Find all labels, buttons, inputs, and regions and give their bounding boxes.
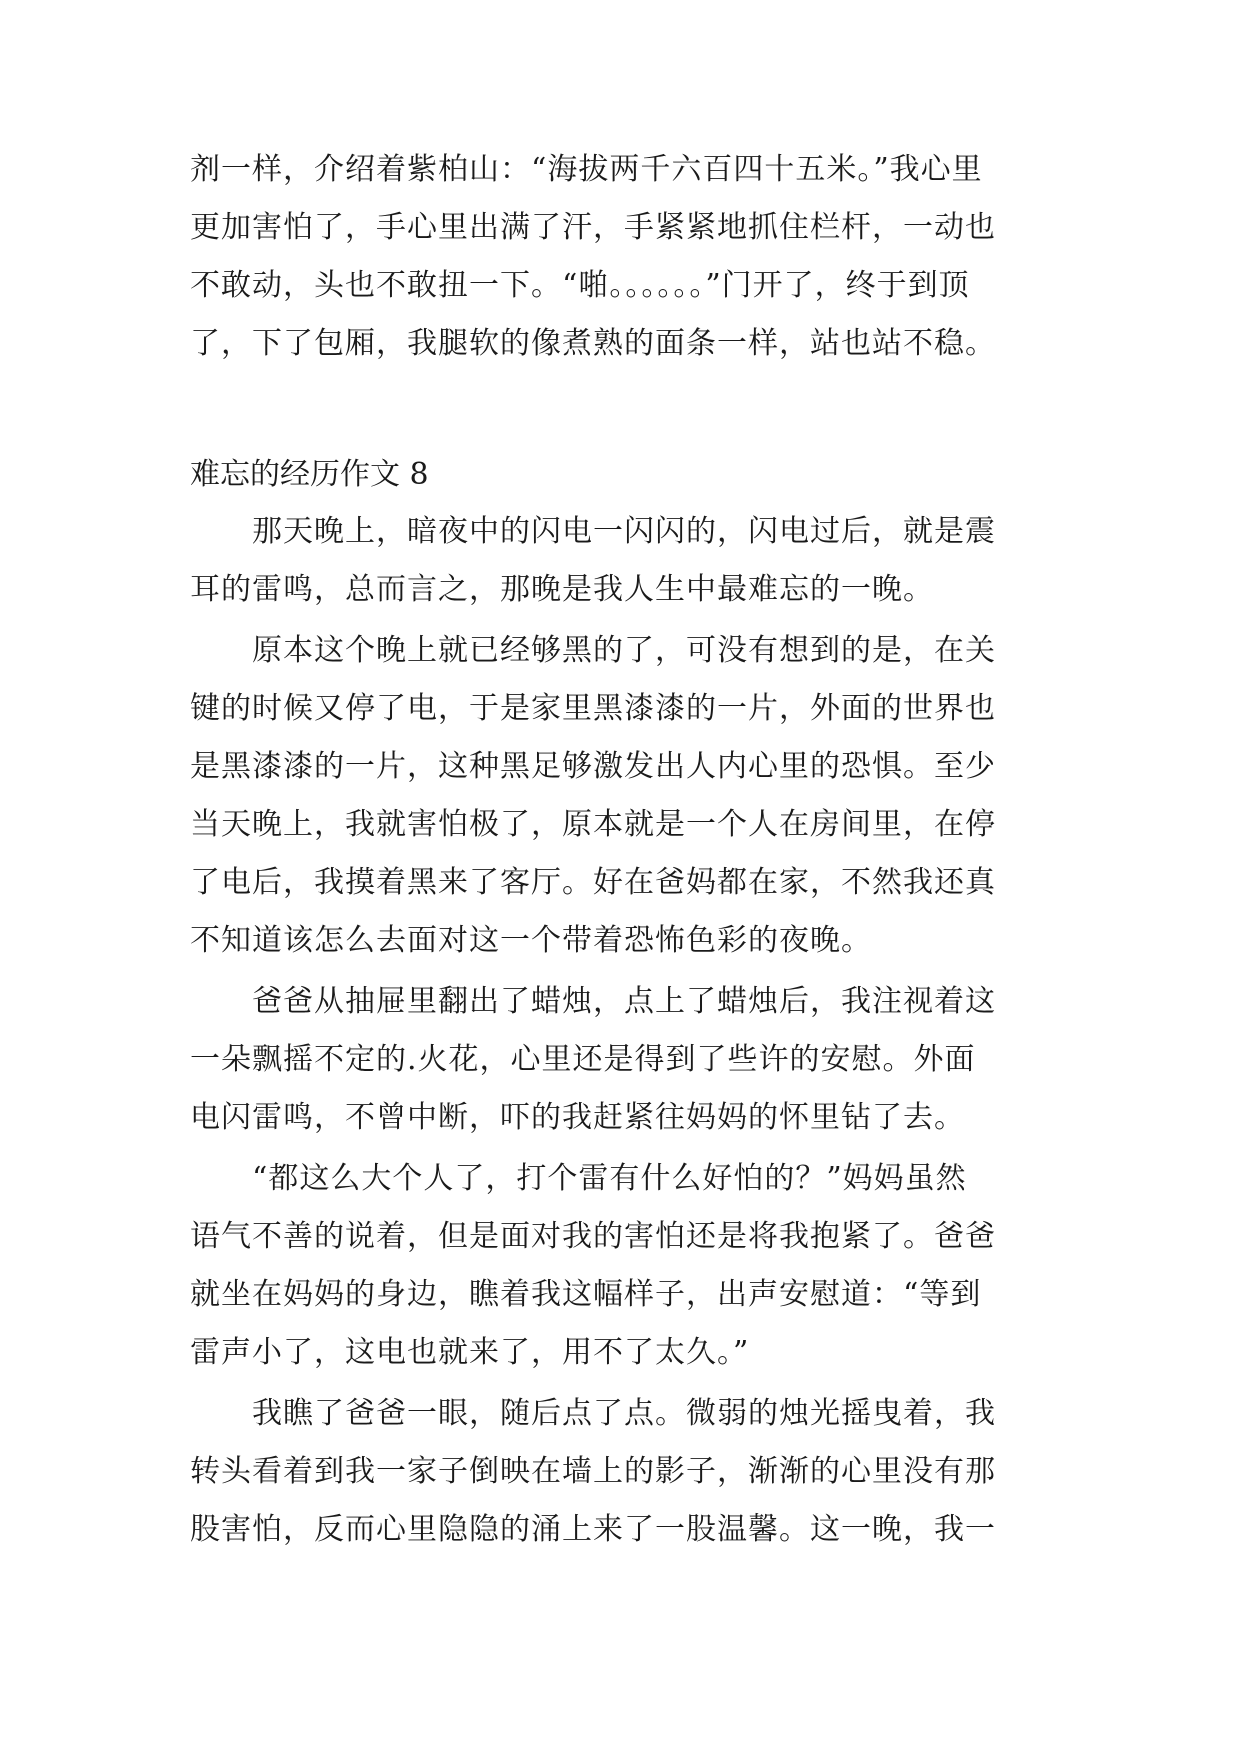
section-heading: 难忘的经历作文 8 xyxy=(190,457,429,492)
text-line: 股害怕，反而心里隐隐的涌上来了一股温馨。这一晚，我一 xyxy=(190,1512,996,1547)
text-line: 就坐在妈妈的身边，瞧着我这幅样子，出声安慰道：“等到 xyxy=(190,1277,982,1312)
text-line: 耳的雷鸣，总而言之，那晚是我人生中最难忘的一晚。 xyxy=(190,572,934,607)
text-line: 原本这个晚上就已经够黑的了，可没有想到的是，在关 xyxy=(190,633,996,668)
text-line: 是黑漆漆的一片，这种黑足够激发出人内心里的恐惧。至少 xyxy=(190,749,996,784)
text-line: 不敢动，头也不敢扭一下。“啪。。。。。。”门开了，终于到顶 xyxy=(190,268,970,303)
text-line: 电闪雷鸣，不曾中断，吓的我赶紧往妈妈的怀里钻了去。 xyxy=(190,1100,965,1135)
text-line: 雷声小了，这电也就来了，用不了太久。” xyxy=(190,1335,750,1370)
text-line: 不知道该怎么去面对这一个带着恐怖色彩的夜晚。 xyxy=(190,923,872,958)
text-line: 了电后，我摸着黑来了客厅。好在爸妈都在家，不然我还真 xyxy=(190,865,996,900)
text-line: “都这么大个人了，打个雷有什么好怕的？”妈妈虽然 xyxy=(190,1161,967,1196)
text-line: 键的时候又停了电，于是家里黑漆漆的一片，外面的世界也 xyxy=(190,691,996,726)
text-line: 当天晚上，我就害怕极了，原本就是一个人在房间里，在停 xyxy=(190,807,996,842)
text-line: 一朵飘摇不定的.火花，心里还是得到了些许的安慰。外面 xyxy=(190,1042,976,1077)
text-line: 更加害怕了，手心里出满了汗，手紧紧地抓住栏杆，一动也 xyxy=(190,210,996,245)
text-line: 了，下了包厢，我腿软的像煮熟的面条一样，站也站不稳。 xyxy=(190,326,996,361)
text-line: 语气不善的说着，但是面对我的害怕还是将我抱紧了。爸爸 xyxy=(190,1219,996,1254)
text-line: 爸爸从抽屉里翻出了蜡烛，点上了蜡烛后，我注视着这 xyxy=(190,984,996,1019)
text-line: 转头看着到我一家子倒映在墙上的影子，渐渐的心里没有那 xyxy=(190,1454,996,1489)
text-line: 我瞧了爸爸一眼，随后点了点。微弱的烛光摇曳着，我 xyxy=(190,1396,996,1431)
text-line: 那天晚上，暗夜中的闪电一闪闪的，闪电过后，就是震 xyxy=(190,514,996,549)
text-line: 剂一样，介绍着紫柏山：“海拔两千六百四十五米。”我心里 xyxy=(190,152,983,187)
